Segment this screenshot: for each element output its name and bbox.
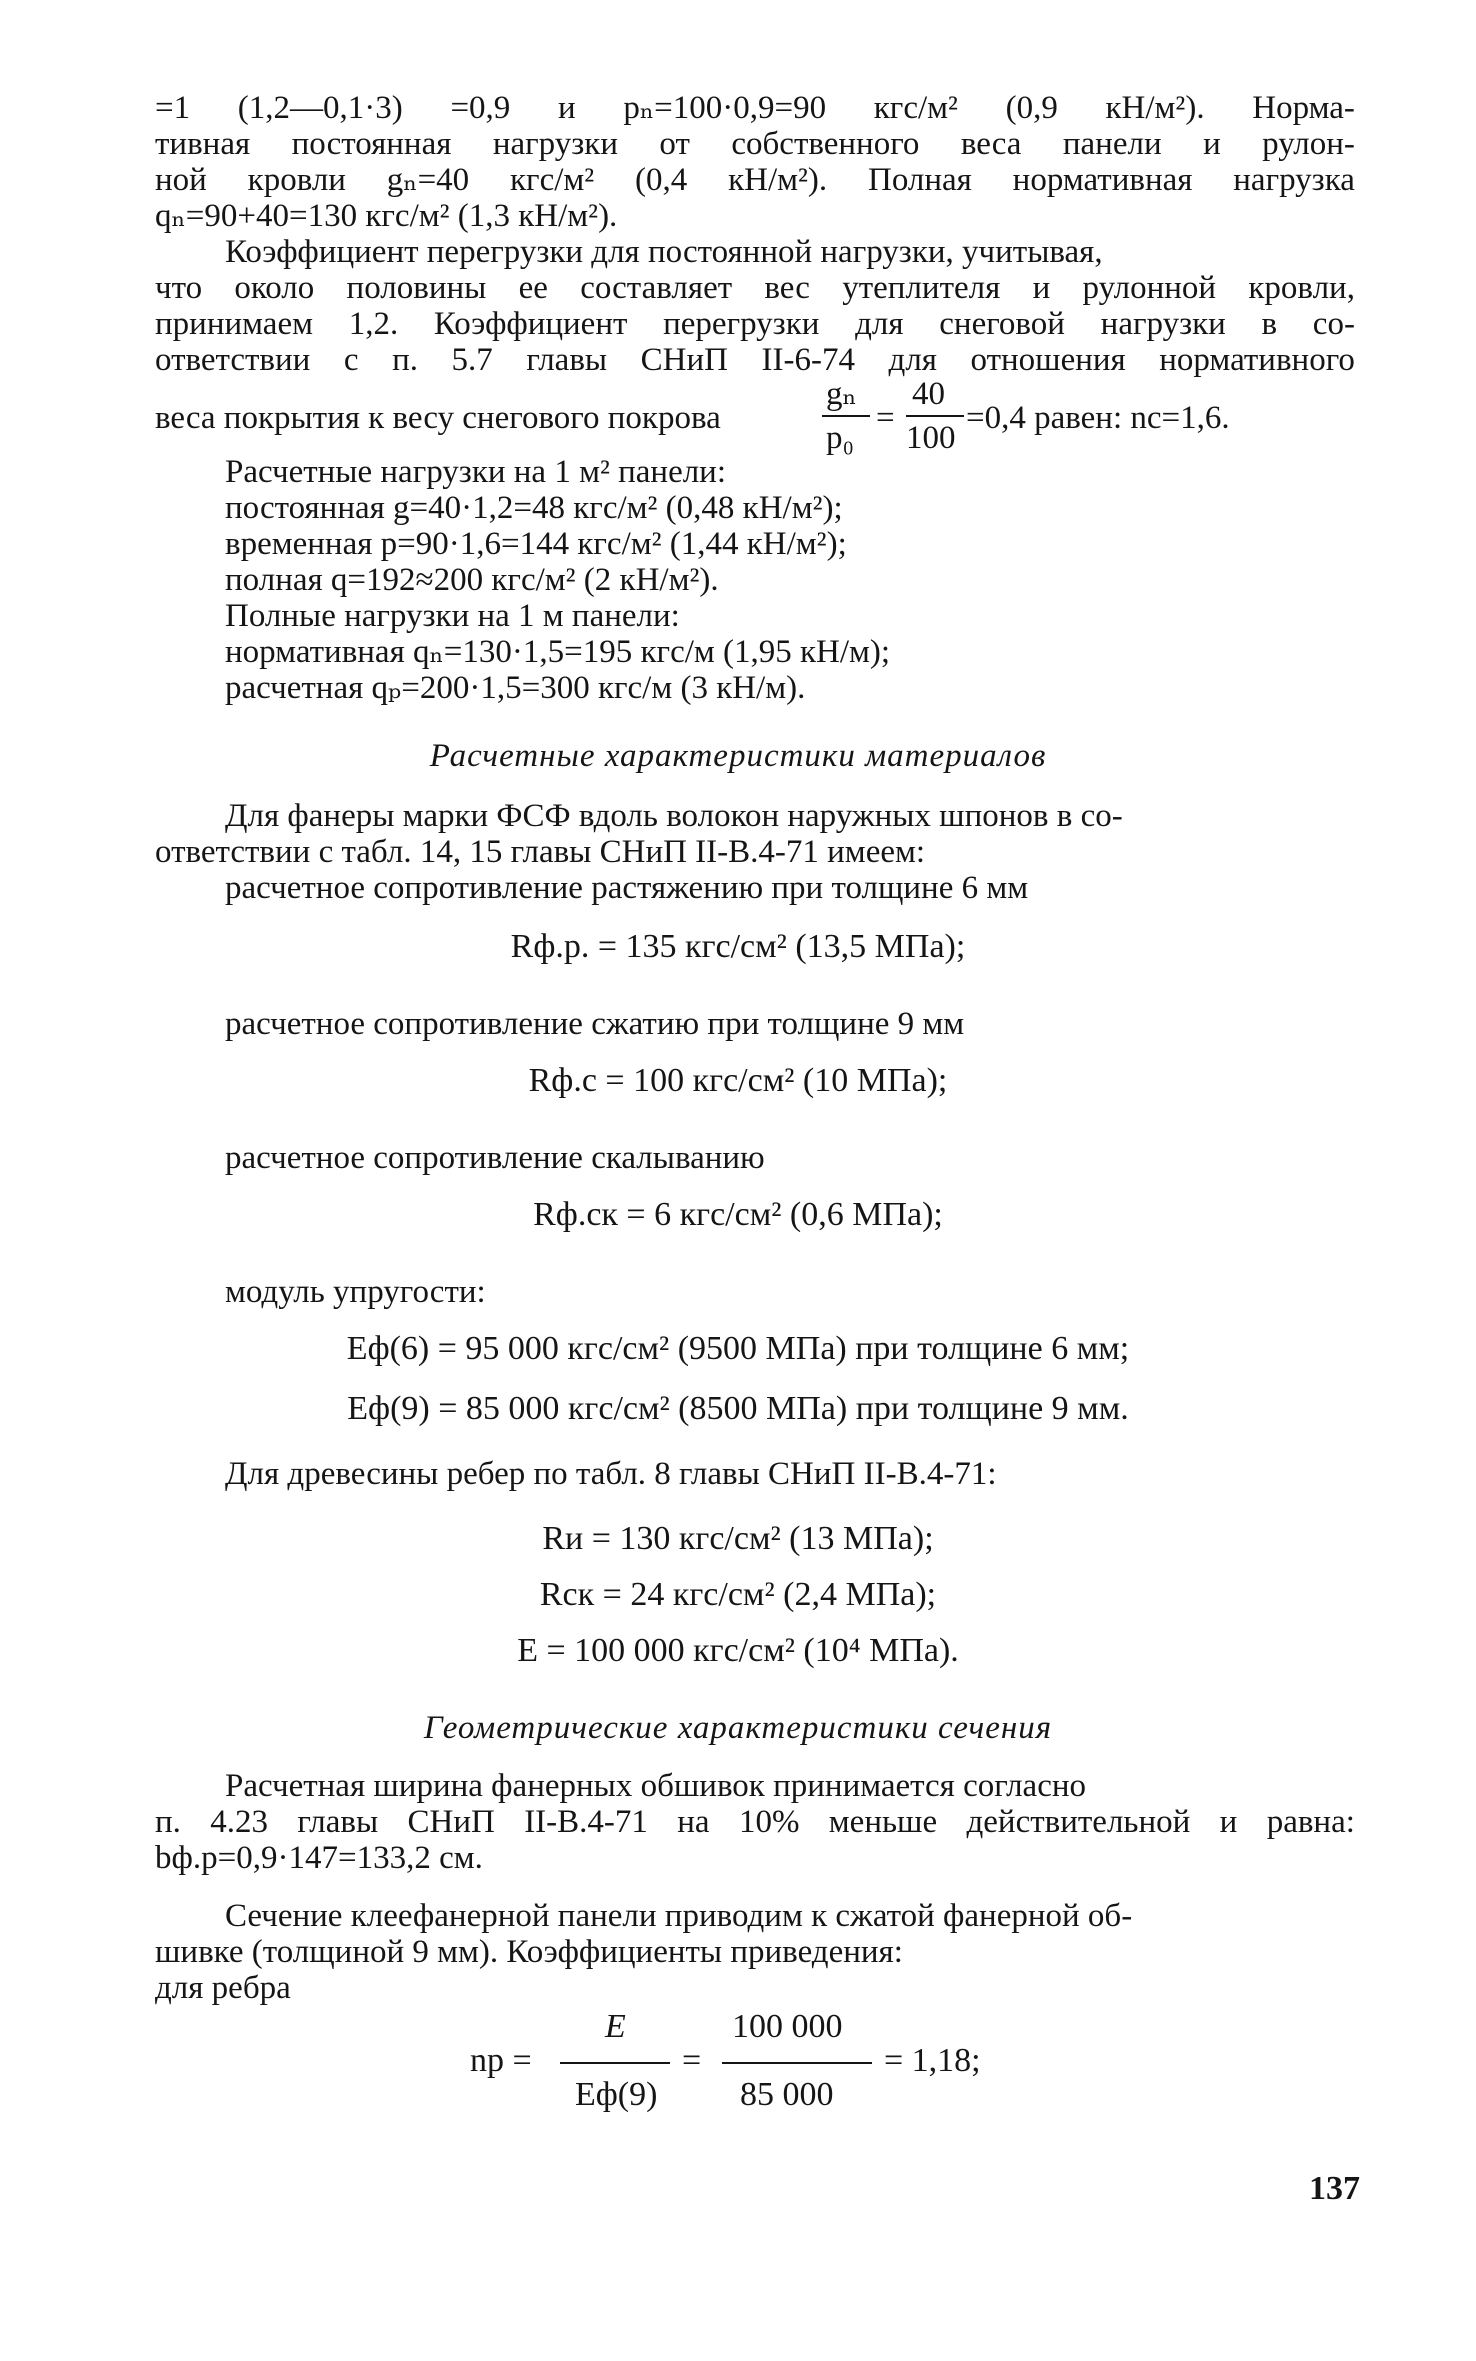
word: вес — [764, 270, 810, 306]
word: Коэффициент — [433, 306, 628, 342]
word: Норма- — [1252, 90, 1355, 126]
word: и — [557, 90, 576, 126]
text-line: Сечение клеефанерной панели приводим к сжатой фанерной об- — [225, 1898, 1133, 1934]
text-line — [155, 308, 1355, 341]
word: =0,9 — [450, 90, 511, 126]
fraction-numerator: E — [605, 2008, 626, 2045]
fraction-denominator: Eф(9) — [575, 2076, 658, 2113]
word: п. — [155, 1804, 181, 1840]
word: действительной — [966, 1804, 1191, 1840]
word: отношения — [970, 342, 1126, 378]
word: что — [155, 270, 203, 306]
text-line: qₙ=90+40=130 кгс/м² (1,3 кН/м²). — [155, 198, 618, 234]
text-line — [155, 272, 1355, 305]
word: составляет — [580, 270, 733, 306]
word: около — [234, 270, 315, 306]
word: половины — [346, 270, 487, 306]
text-line — [155, 128, 1355, 161]
word: главы — [297, 1804, 379, 1840]
word: 10% — [738, 1804, 800, 1840]
formula: Rи = 130 кгс/см² (13 МПа); — [542, 1520, 934, 1557]
text-line: нормативная qₙ=130·1,5=195 кгс/м (1,95 кН/м); — [225, 634, 891, 670]
word: кгс/м² — [873, 90, 958, 126]
word: gₙ=40 — [386, 162, 470, 198]
text-line — [155, 344, 1355, 377]
word: и — [1032, 270, 1051, 306]
text-line: шивке (толщиной 9 мм). Коэффициенты приведения: — [155, 1934, 903, 1970]
word: в — [1261, 306, 1278, 342]
formula: E = 100 000 кгс/см² (10⁴ МПа). — [517, 1632, 959, 1669]
text-line — [155, 92, 1355, 125]
fraction-numerator: gₙ — [826, 376, 857, 412]
text-line: Расчетные нагрузки на 1 м² панели: — [225, 454, 727, 490]
word: 5.7 — [451, 342, 493, 378]
text-line — [155, 164, 1355, 197]
word: (0,4 — [635, 162, 688, 198]
word: и — [1203, 126, 1221, 162]
word: тивная — [155, 126, 251, 162]
text-line: расчетное сопротивление скалыванию — [225, 1140, 765, 1176]
text-line: bф.р=0,9·147=133,2 см. — [155, 1840, 483, 1876]
formula: Rф.с = 100 кгс/см² (10 МПа); — [528, 1062, 948, 1099]
word: II-В.4-71 — [524, 1804, 648, 1840]
word: главы — [526, 342, 608, 378]
word: pₙ=100·0,9=90 — [623, 90, 827, 126]
word: и — [1219, 1804, 1238, 1840]
text-line: временная p=90·1,6=144 кгс/м² (1,44 кН/м²); — [225, 526, 847, 562]
word: 1,2. — [348, 306, 399, 342]
fraction-denominator: 100 — [906, 420, 956, 456]
word: для — [888, 342, 937, 378]
word: 4.23 — [210, 1804, 269, 1840]
formula: Rф.ск = 6 кгс/см² (0,6 МПа); — [533, 1196, 943, 1233]
word: утеплителя — [842, 270, 1001, 306]
word: нагрузки — [492, 126, 618, 162]
word: ответствии — [155, 342, 311, 378]
fraction-bar — [822, 415, 870, 417]
text-line: Полные нагрузки на 1 м панели: — [225, 598, 680, 634]
equals-sign: = — [682, 2042, 702, 2079]
word: от — [659, 126, 690, 162]
word: рулон- — [1262, 126, 1355, 162]
text-line: постоянная g=40·1,2=48 кгс/м² (0,48 кН/м²); — [225, 490, 843, 526]
text-line: для ребра — [155, 1970, 291, 2006]
formula: Eф(6) = 95 000 кгс/см² (9500 МПа) при толщине 6 мм; — [346, 1330, 1130, 1367]
formula-lhs: nр = — [470, 2042, 532, 2079]
equals-sign: = — [876, 400, 895, 436]
text-line: модуль упругости: — [225, 1274, 486, 1310]
formula: Eф(9) = 85 000 кгс/см² (8500 МПа) при толщине 9 мм. — [347, 1390, 1129, 1427]
fraction-bar — [560, 2062, 670, 2064]
fraction-denominator: 85 000 — [740, 2076, 834, 2113]
text-line: веса покрытия к весу снегового покрова — [155, 400, 721, 436]
word: кровли, — [1248, 270, 1355, 306]
section-heading: Геометрические характеристики сечения — [423, 1710, 1053, 1746]
ratio-tail: =0,4 равен: nc=1,6. — [966, 400, 1230, 436]
formula-result: = 1,18; — [884, 2042, 981, 2079]
word: нормативного — [1159, 342, 1355, 378]
word: нагрузки — [1100, 306, 1226, 342]
word: СНиП — [407, 1804, 495, 1840]
section-heading: Расчетные характеристики материалов — [429, 738, 1047, 774]
fraction-bar — [906, 415, 964, 417]
text-line: ответствии с табл. 14, 15 главы СНиП II-В.4-71 имеем: — [155, 834, 926, 870]
word: собственного — [731, 126, 920, 162]
word: постоянная — [291, 126, 452, 162]
formula: Rск = 24 кгс/см² (2,4 МПа); — [539, 1576, 937, 1613]
word: со- — [1312, 306, 1355, 342]
word: кН/м²). — [728, 162, 828, 198]
word: СНиП — [640, 342, 728, 378]
text-line: расчетное сопротивление растяжению при толщине 6 мм — [225, 870, 1029, 906]
fraction-numerator: 40 — [912, 376, 945, 412]
word: рулонной — [1082, 270, 1217, 306]
formula: Rф.р. = 135 кгс/см² (13,5 МПа); — [510, 928, 966, 965]
word: Полная — [867, 162, 972, 198]
text-line: Расчетная ширина фанерных обшивок принимается согласно — [225, 1768, 1087, 1804]
text-line: Для древесины ребер по табл. 8 главы СНиП II-В.4-71: — [225, 1456, 997, 1492]
word: на — [677, 1804, 710, 1840]
word: (0,9 — [1005, 90, 1058, 126]
text-line: Коэффициент перегрузки для постоянной нагрузки, учитывая, — [225, 234, 1103, 270]
word: панели — [1062, 126, 1162, 162]
word: кровли — [247, 162, 346, 198]
word: веса — [960, 126, 1022, 162]
text-line: расчетное сопротивление сжатию при толщине 9 мм — [225, 1006, 965, 1042]
word: меньше — [828, 1804, 938, 1840]
fraction-denominator: p₀ — [826, 420, 855, 456]
page-number: 137 — [1309, 2170, 1360, 2207]
fraction-bar — [722, 2062, 872, 2064]
word: п. — [392, 342, 418, 378]
word: перегрузки — [663, 306, 820, 342]
text-line: расчетная qₚ=200·1,5=300 кгс/м (3 кН/м). — [225, 670, 806, 706]
fraction-numerator: 100 000 — [732, 2008, 843, 2045]
word: ее — [518, 270, 548, 306]
word: ной — [155, 162, 207, 198]
text-line: полная q=192≈200 кгс/м² (2 кН/м²). — [225, 562, 719, 598]
word: с — [343, 342, 359, 378]
word: нагрузка — [1233, 162, 1355, 198]
word: кН/м²). — [1105, 90, 1205, 126]
word: для — [855, 306, 904, 342]
word: нормативная — [1012, 162, 1193, 198]
word: снеговой — [939, 306, 1065, 342]
word: равна: — [1266, 1804, 1355, 1840]
word: II-6-74 — [761, 342, 855, 378]
word: кгс/м² — [510, 162, 595, 198]
text-line: Для фанеры марки ФСФ вдоль волокон наружных шпонов в со- — [225, 798, 1123, 834]
text-line — [155, 1806, 1355, 1839]
word: (1,2—0,1·3) — [237, 90, 403, 126]
word: =1 — [155, 90, 191, 126]
word: принимаем — [155, 306, 313, 342]
